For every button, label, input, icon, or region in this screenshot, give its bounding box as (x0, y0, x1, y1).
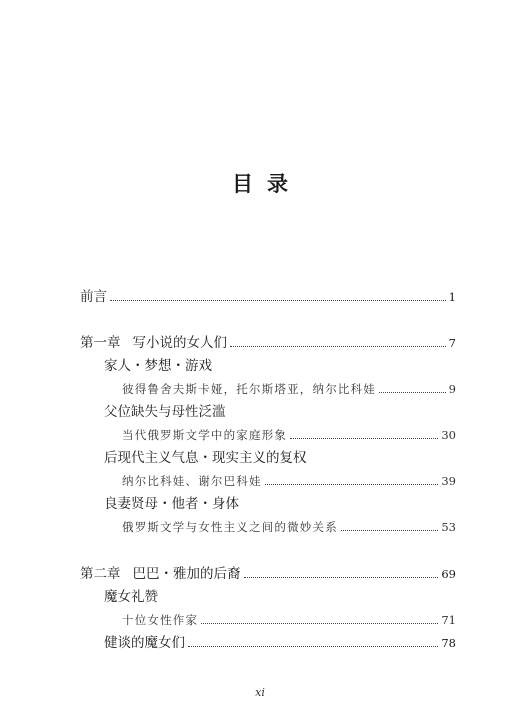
toc-page-number: 30 (441, 428, 456, 442)
toc-entry-section[interactable] (104, 632, 456, 654)
page-title: 目录 (232, 172, 302, 196)
toc-entry-chapter-1[interactable] (80, 332, 456, 354)
dot-leader (265, 484, 439, 485)
chapter-number: 第一章 (80, 335, 121, 351)
toc-entry-chapter-2[interactable] (80, 563, 456, 585)
toc-entry-section[interactable] (104, 447, 456, 469)
toc-label: 巴巴・雅加的后裔 (132, 566, 241, 582)
dot-leader (230, 346, 446, 347)
toc-label: 良妻贤母・他者・身体 (104, 496, 239, 512)
toc-label: 前言 (80, 289, 107, 305)
toc-page-number: 71 (441, 613, 456, 627)
dot-leader (341, 530, 438, 531)
toc-label: 十位女性作家 (122, 613, 199, 627)
toc-page-number: 9 (448, 382, 456, 396)
toc-entry-subsection[interactable] (122, 424, 456, 446)
toc-label: 纳尔比科娃、谢尔巴科娃 (122, 474, 262, 488)
chapter-number: 第二章 (80, 566, 121, 582)
toc-label: 健谈的魔女们 (104, 635, 185, 651)
toc-page-number: 1 (448, 290, 456, 304)
toc-page-number: 39 (441, 474, 456, 488)
dot-leader (290, 438, 438, 439)
toc-entry-section[interactable] (104, 401, 456, 423)
dot-leader (110, 300, 446, 301)
toc-page-number: 53 (441, 520, 456, 534)
toc-entry-subsection[interactable] (122, 609, 456, 631)
toc-label: 彼得鲁舍夫斯卡娅，托尔斯塔亚，纳尔比科娃 (122, 382, 376, 396)
toc-label: 父位缺失与母性泛滥 (104, 404, 226, 420)
dot-leader (201, 623, 438, 624)
dot-leader (379, 392, 446, 393)
toc-label: 后现代主义气息・现实主义的复权 (104, 450, 307, 466)
toc-entry-section[interactable] (104, 355, 456, 377)
toc-page-number: 69 (441, 567, 456, 581)
toc-entry-section[interactable] (104, 493, 456, 515)
toc-entry-preface[interactable] (80, 286, 456, 308)
toc-entry-section[interactable] (104, 586, 456, 608)
toc-label: 当代俄罗斯文学中的家庭形象 (122, 428, 288, 442)
toc-label: 俄罗斯文学与女性主义之间的微妙关系 (122, 520, 338, 534)
toc-entry-subsection[interactable] (122, 378, 456, 400)
page-folio: xi (255, 686, 265, 699)
toc-page-number: 78 (441, 636, 456, 650)
dot-leader (244, 577, 439, 578)
dot-leader (188, 646, 438, 647)
toc-page-number: 7 (448, 336, 456, 350)
toc-label: 写小说的女人们 (132, 335, 227, 351)
toc-entry-subsection[interactable] (122, 516, 456, 538)
toc-label: 家人・梦想・游戏 (104, 358, 212, 374)
toc-label: 魔女礼赞 (104, 589, 158, 605)
toc-entry-subsection[interactable] (122, 470, 456, 492)
